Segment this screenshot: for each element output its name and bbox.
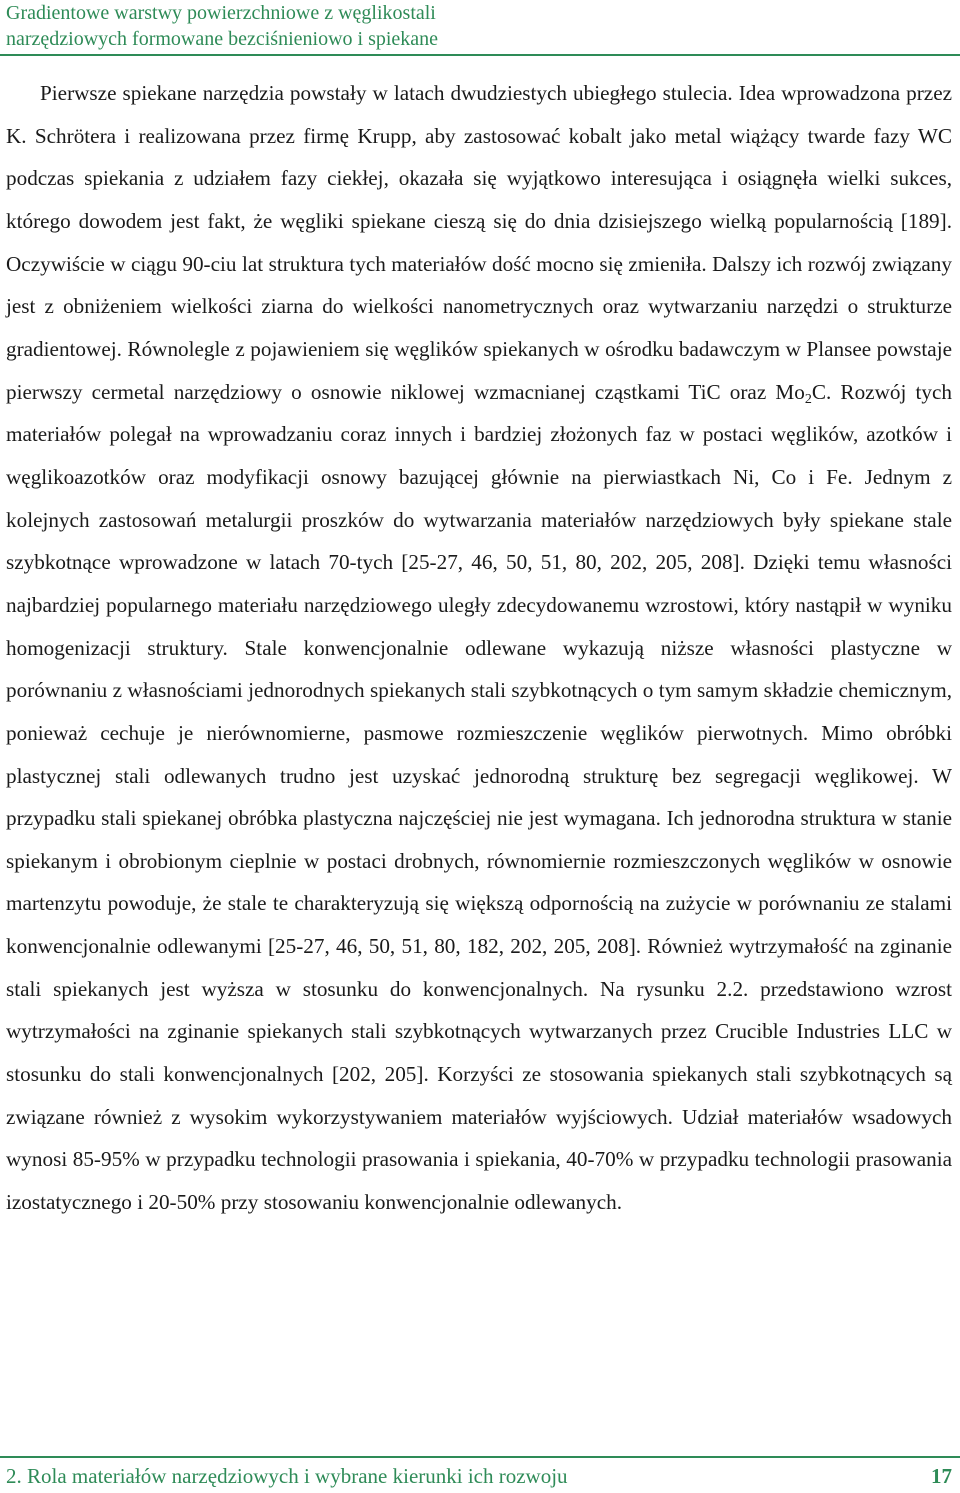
- running-footer: [6, 1462, 952, 1490]
- body-text-part-1: Pierwsze spiekane narzędzia powstały w latach dwudziestych ubiegłego stulecia. Idea wprowadzona przez K. Schrötera i realizowana przez firmę Krupp, aby zastosować kobalt jako metal wiążący twarde fazy WC podczas spiekania z udziałem fazy ciekłej, okazała się wyjątkowo interesująca i osiągnęła wielki sukces, którego dowodem jest fakt, że węgliki spiekane cieszą się do dnia dzisiejszego wielką popularnością [189]. Oczywiście w ciągu 90-ciu lat struktura tych materiałów dość mocno się zmieniła. Dalszy ich rozwój związany jest z obniżeniem wielkości ziarna do wielkości nanometrycznych oraz wytwarzaniu narzędzi o strukturze gradientowej. Równolegle z pojawieniem się węglików spiekanych w ośrodku badawczym w Plansee powstaje pierwszy cermetal narzędziowy o osnowie niklowej wzmacnianej cząstkami TiC oraz Mo: [6, 81, 952, 404]
- header-title-line-2: narzędziowych formowane bezciśnieniowo i spiekane: [6, 28, 439, 50]
- body-paragraph: [6, 72, 952, 1224]
- footer-chapter-title: 2. Rola materiałów narzędziowych i wybrane kierunki ich rozwoju: [6, 1464, 568, 1488]
- subscript-2: 2: [804, 391, 812, 407]
- running-header: [6, 0, 954, 52]
- footer-divider: [0, 1456, 960, 1458]
- page-number: 17: [931, 1464, 952, 1488]
- header-divider: [0, 54, 960, 56]
- body-text-part-2: C. Rozwój tych materiałów polegał na wprowadzaniu coraz innych i bardziej złożonych faz w postaci węglików, azotków i węglikoazotków oraz modyfikacji osnowy bazującej głównie na pierwiastkach Ni, Co i Fe. Jednym z kolejnych zastosowań metalurgii proszków do wytwarzania materiałów narzędziowych były spiekane stale szybkotnące wprowadzone w latach 70-tych [25-27, 46, 50, 51, 80, 202, 205, 208]. Dzięki temu własności najbardziej popularnego materiału narzędziowego uległy zdecydowanemu wzrostowi, który nastąpił w wyniku homogenizacji struktury. Stale konwencjonalnie odlewane wykazują niższe własności plastyczne w porównaniu z własnościami jednorodnych spiekanych stali szybkotnących o tym samym składzie chemicznym, ponieważ cechuje je nierównomierne, pasmowe rozmieszczenie węglików pierwotnych. Mimo obróbki plastycznej stali odlewanych trudno jest uzyskać jednorodną strukturę bez segregacji węglikowej. W przypadku stali spiekanej obróbka plastyczna najczęściej nie jest wymagana. Ich jednorodna struktura w stanie spiekanym i obrobionym cieplnie w postaci drobnych, równomiernie rozmieszczonych węglików w osnowie martenzytu powoduje, że stale te charakteryzują się większą odpornością na zużycie w porównaniu ze stalami konwencjonalnie odlewanymi [25-27, 46, 50, 51, 80, 182, 202, 205, 208]. Również wytrzymałość na zginanie stali spiekanych jest wyższa w stosunku do konwencjonalnych. Na rysunku 2.2. przedstawiono wzrost wytrzymałości na zginanie spiekanych stali szybkotnących wytwarzanych przez Crucible Industries LLC w stosunku do stali konwencjonalnych [202, 205]. Korzyści ze stosowania spiekanych stali szybkotnących są związane również z wysokim wykorzystywaniem materiałów wyjściowych. Udział materiałów wsadowych wynosi 85-95% w przypadku technologii prasowania i spiekania, 40-70% w przypadku technologii prasowania izostatycznego i 20-50% przy stosowaniu konwencjonalnie odlewanych.: [6, 379, 952, 1215]
- header-title-line-1: Gradientowe warstwy powierzchniowe z węglikostali: [6, 2, 436, 24]
